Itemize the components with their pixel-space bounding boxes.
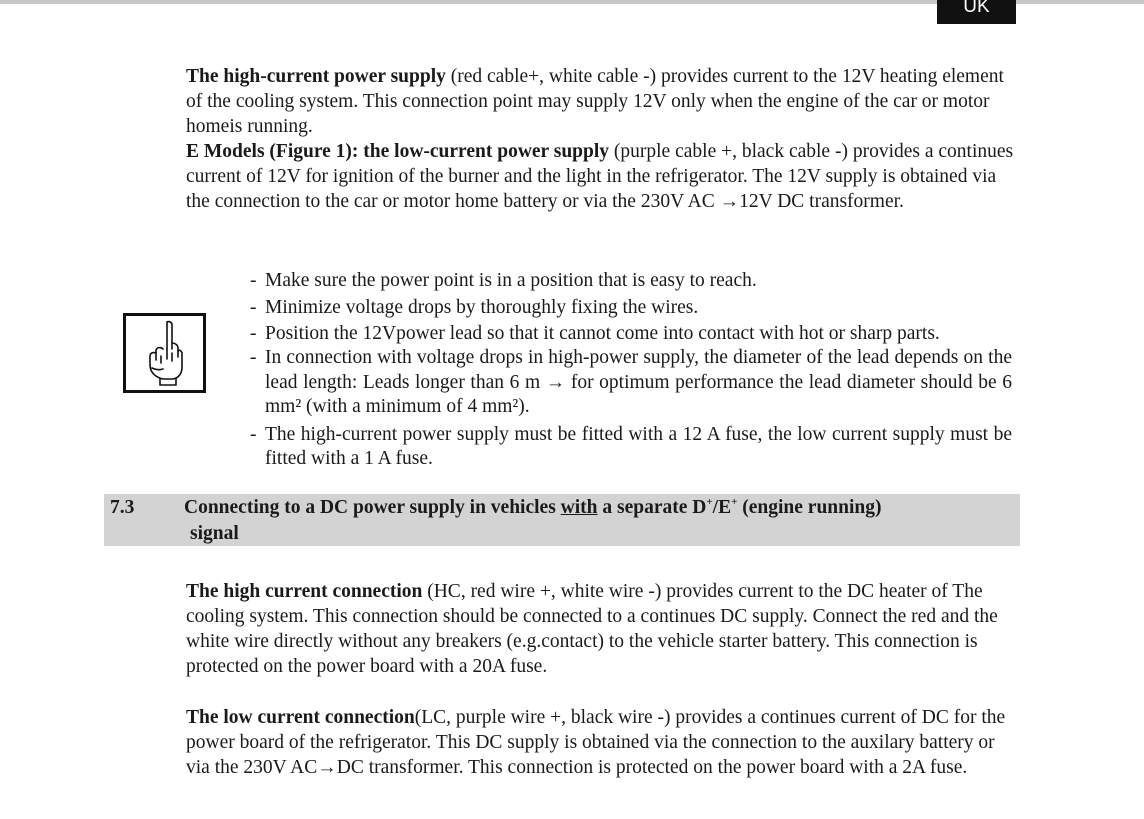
emodels-paragraph	[186, 139, 1016, 214]
section-title-line2: signal	[190, 523, 239, 544]
section-number: 7.3	[110, 497, 135, 518]
language-tab: UK	[937, 0, 1016, 24]
hc-connection-heading: The high current connection	[186, 581, 423, 602]
notes-list	[250, 268, 1012, 472]
pointing-hand-icon	[123, 313, 206, 393]
lc-connection-paragraph	[186, 705, 1016, 780]
hc-text: (red cable+, white cable -) provides current to the 12V heating element of the cooling system. This connection point may supply 12V only when the engine of the car or motor homeis running.	[186, 66, 1004, 137]
list-item: - Position the 12Vpower lead so that it cannot come into contact with hot or sharp parts.	[250, 323, 940, 344]
hc-connection-paragraph	[186, 579, 1016, 679]
intro-section	[186, 64, 1016, 214]
hc-paragraph	[186, 64, 1016, 139]
list-item: - The high-current power supply must be fitted with a 12 A fuse, the low current supply must be fitted with a 1 A fuse.	[250, 423, 1012, 469]
hc-heading: The high-current power supply	[186, 66, 446, 87]
hc-connection-text: (HC, red wire +, white wire -) provides current to the DC heater of The cooling system. This connection should be connected to a continues DC supply. Connect the red and the white wire directly without any breakers (e.g.contact) to the vehicle starter battery. This connection is protected on the power board with a 20A fuse.	[186, 581, 998, 677]
lc-connection-heading: The low current connection	[186, 707, 415, 728]
list-item: - Make sure the power point is in a position that is easy to reach.	[250, 270, 757, 291]
list-item: - Minimize voltage drops by thoroughly fixing the wires.	[250, 297, 699, 318]
emodels-heading: E Models (Figure 1): the low-current power supply	[186, 141, 610, 162]
section-title: Connecting to a DC power supply in vehicles with a separate D+/E+ (engine running) signal	[184, 495, 1004, 547]
emodels-text: (purple cable +, black cable -) provides a continues current of 12V for ignition of the burner and the light in the refrigerator. The 12V supply is obtained via the connection to the car or motor home battery or via the 230V AC →12V DC transformer.	[186, 141, 1014, 212]
list-item: - In connection with voltage drops in high-power supply, the diameter of the lead depends on the lead length: Leads longer than 6 m → for optimum performance the lead diameter should be 6 mm² (with a minimum of 4 mm²).	[250, 347, 1012, 417]
lc-connection-text: (LC, purple wire +, black wire -) provides a continues current of DC for the power board of the refrigerator. This DC supply is obtained via the connection to the auxilary battery or via the 230V AC→DC transformer. This connection is protected on the power board with a 2A fuse.	[186, 707, 1006, 778]
section-heading-band	[104, 494, 1020, 546]
